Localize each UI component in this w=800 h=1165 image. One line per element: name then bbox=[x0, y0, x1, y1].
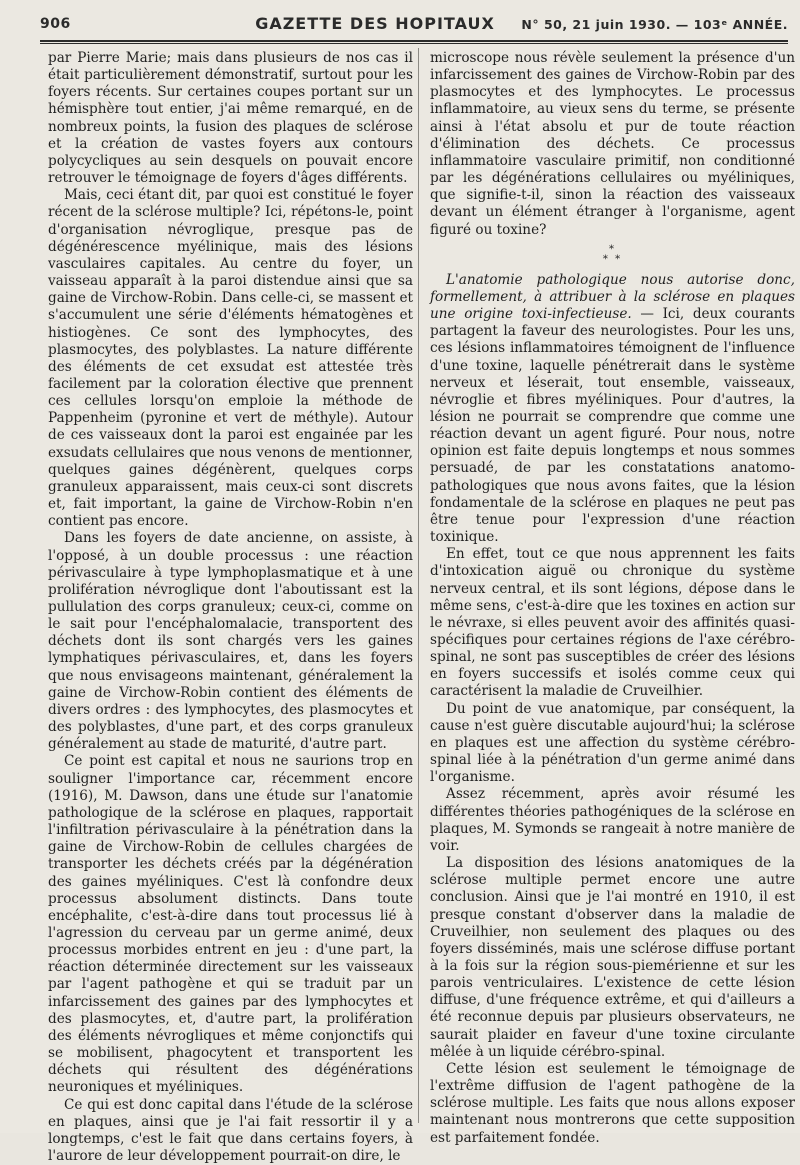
paragraph: Du point de vue anatomique, par conséquent, la cause n'est guère discutable aujourd'hui; la sclérose en plaques est une affection du système cérébro-spinal liée à la pénétration d'un germe animé dans l'organisme. bbox=[430, 700, 795, 786]
paragraph: Assez récemment, après avoir résumé les différentes théories pathogéniques de la sclérose en plaques, M. Symonds se rangeait à notre manière de voir. bbox=[430, 786, 795, 854]
page-header bbox=[40, 14, 788, 36]
header-rule-thin bbox=[40, 43, 788, 44]
paragraph: Dans les foyers de date ancienne, on assiste, à l'opposé, à un double processus : une réaction périvasculaire à type lymphoplasmatique et à une prolifération névroglique dont l'aboutissant est la pullulation des corps granuleux; ceux-ci, comme on le sait pour l'encéphalomalacie, transportent des déchets dont ils sont chargés vers les gaines lymphatiques périvasculaires, et, dans les foyers que nous envisageons maintenant, généralement la gaine de Virchow-Robin contient des éléments de divers ordres : des lymphocytes, des plasmocytes et des polyblastes, d'une part, et des corps granuleux généralement au stade de maturité, d'autre part. bbox=[48, 530, 413, 753]
paragraph: Ce qui est donc capital dans l'étude de la sclérose en plaques, ainsi que je l'ai fait ressortir il y a longtemps, c'est le fait que dans certains foyers, à l'aurore de leur développement pourrait-on dire, le bbox=[48, 1096, 413, 1164]
paragraph: La disposition des lésions anatomiques de la sclérose multiple permet encore une autre conclusion. Ainsi que je l'ai montré en 1910, il est presque constant d'observer dans la maladie de Cruveilhier, non seulement des plaques ou des foyers disséminés, mais une sclérose diffuse portant à la fois sur la région sous-piemérienne et sur les parois ventriculaires. L'existence de cette lésion diffuse, d'une fréquence extrême, et qui d'ailleurs a été reconnue depuis par plusieurs observateurs, ne saurait plaider en faveur d'une toxine circulante mêlée à un liquide cérébro-spinal. bbox=[430, 855, 795, 1060]
right-column bbox=[430, 50, 795, 1146]
paragraph: Cette lésion est seulement le témoignage de l'extrême diffusion de l'agent pathogène de la sclérose multiple. Les faits que nous allons exposer maintenant nous montrerons que cette supposition est parfaitement fondée. bbox=[430, 1060, 795, 1146]
paragraph: microscope nous révèle seulement la présence d'un infarcissement des gaines de Virchow-Robin par des plasmocytes et des lymphocytes. Le processus inflammatoire, au vieux sens du terme, se présente ainsi à l'état absolu et pur de toute réaction d'élimination des déchets. Ce processus inflammatoire vasculaire primitif, non conditionné par les dégénérations cellulaires ou myéliniques, que signifie-t-il, sinon la réaction des vaisseaux devant un élément étranger à l'organisme, agent figuré ou toxine? bbox=[430, 50, 795, 238]
paragraph: Mais, ceci étant dit, par quoi est constitué le foyer récent de la sclérose multiple? Ici, répétons-le, point d'organisation névroglique, presque pas de dégénérescence myélinique, mais des lésions vasculaires capitales. Au centre du foyer, un vaisseau apparaît à la paroi distendue ainsi que sa gaine de Virchow-Robin. Dans celle-ci, se massent et s'accumulent une série d'éléments hématogènes et histiogènes. Ce sont des lymphocytes, des plasmocytes, des polyblastes. La nature différente des éléments de cet exsudat est attestée très facilement par la coloration élective que prennent ces cellules lorsqu'on emploie la méthode de Pappenheim (pyronine et vert de méthyle). Autour de ces vaisseaux dont la paroi est engainée par les exsudats cellulaires que nous venons de mentionner, quelques gaines dégénèrent, quelques corps granuleux apparaissent, mais ceux-ci sont discrets et, fait important, la gaine de Virchow-Robin n'en contient pas encore. bbox=[48, 187, 413, 530]
page-number: 906 bbox=[40, 16, 71, 32]
section-separator: * * * bbox=[602, 243, 623, 265]
paragraph: par Pierre Marie; mais dans plusieurs de nos cas il était particulièrement démonstratif, surtout pour les foyers récents. Sur certaines coupes portant sur un hémisphère tout entier, j'ai même remarqué, en de nombreux points, la fusion des plaques de sclérose et la création de vastes foyers aux contours polycycliques au sein desquels on pouvait encore retrouver le témoignage de foyers d'âges différents. bbox=[48, 50, 413, 187]
issue-info: N° 50, 21 juin 1930. — 103ᵉ ANNÉE. bbox=[521, 17, 788, 32]
paragraph-rest: — Ici, deux courants partagent la faveur des neurologistes. Pour les uns, ces lésions inflammatoires témoignent de l'influence d'une toxine, laquelle pénétrerait dans le système nerveux et léserait, tout ensemble, vaisseaux, névroglie et fibres myéliniques. Pour d'autres, la lésion ne pourrait se comprendre que comme une réaction devant un agent figuré. Pour nous, notre opinion est faite depuis longtemps et nous sommes persuadé, de par les constatations anatomo-pathologiques que nous avons faites, que la lésion fondamentale de la sclérose en plaques ne peut pas être tenue pour l'expression d'une réaction toxinique. bbox=[430, 306, 795, 546]
italic-lead: L'anatomie pathologique nous autorise donc, formellement, à attribuer à la sclérose en plaques une origine toxi-infectieuse. bbox=[430, 271, 795, 323]
paragraph: Ce point est capital et nous ne saurions trop en souligner l'importance car, récemment encore (1916), M. Dawson, dans une étude sur l'anatomie pathologique de la sclérose en plaques, rapportait l'infiltration périvasculaire à la pénétration dans la gaine de Virchow-Robin de cellules chargées de transporter les déchets créés par la dégénération des gaines myéliniques. C'est là confondre deux processus absolument distincts. Dans toute encéphalite, c'est-à-dire dans tout processus lié à l'agression du cerveau par un germe animé, deux processus morbides entrent en jeu : d'une part, la réaction déterminée directement sur les vaisseaux par l'agent pathogène et qui se traduit par un infarcissement des gaines par des lymphocytes et des plasmocytes, et, d'autre part, la prolifération des éléments névrogliques et même conjonctifs qui se mobilisent, phagocytent et transportent les déchets qui résultent des dégénérations neuroniques et myéliniques. bbox=[48, 753, 413, 1096]
header-rule bbox=[40, 40, 788, 42]
left-column bbox=[48, 50, 413, 1164]
column-divider bbox=[418, 48, 419, 1123]
paragraph: En effet, tout ce que nous apprennent les faits d'intoxication aiguë ou chronique du système nerveux central, et ils sont légions, dépose dans le même sens, c'est-à-dire que les toxines en action sur le névraxe, si elles peuvent avoir des affinités quasi-spécifiques pour certaines régions de l'axe cérébro-spinal, ne sont pas susceptibles de créer des lésions en foyers successifs et isolés comme ceux qui caractérisent la maladie de Cruveilhier. bbox=[430, 546, 795, 700]
paragraph bbox=[430, 272, 795, 547]
journal-title: GAZETTE DES HOPITAUX bbox=[255, 14, 495, 33]
